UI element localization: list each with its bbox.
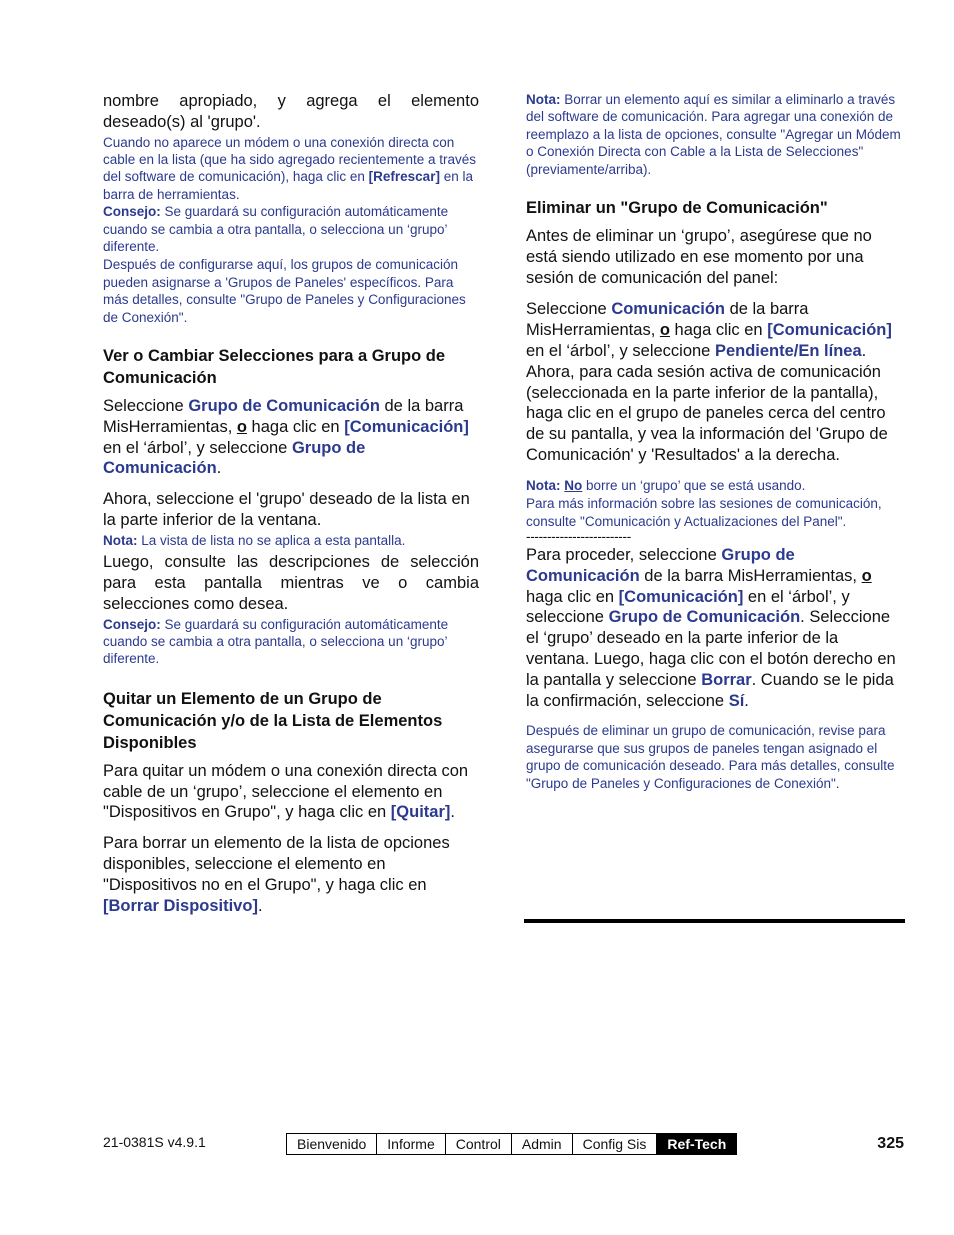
body-paragraph: Antes de eliminar un ‘grupo’, asegúrese que no está siendo utilizado en ese momento por una sesión de comunicación del panel: bbox=[526, 227, 872, 287]
menu-ref: [Comunicación] bbox=[618, 587, 744, 606]
body-paragraph: Luego, consulte las descripciones de selección para esta pantalla mientras ve o cambia selecciones como desea. bbox=[103, 553, 479, 613]
tab-control[interactable]: Control bbox=[445, 1134, 511, 1154]
quitar-link: [Quitar] bbox=[390, 803, 451, 822]
borrar-dispositivo-link: [Borrar Dispositivo] bbox=[103, 896, 258, 915]
menu-ref: [Comunicación] bbox=[344, 417, 469, 436]
body-paragraph: Seleccione Comunicación de la barra MisHerramientas, o haga clic en [Comunicación] en el ‘árbol’, y seleccione Pendiente/En línea. Ahora, para cada sesión activa de comunicación (seleccionada en la parte inferior de la pantalla), haga clic en el grupo de paneles cerca del centro de su pantalla, y vea la información del 'Grupo de Comunicación' y 'Resultados' a la derecha. bbox=[526, 300, 892, 464]
body-paragraph: Para borrar un elemento de la lista de opciones disponibles, seleccione el elemento en "Dispositivos no en el Grupo", y haga clic en [Borrar Dispositivo]. bbox=[103, 834, 450, 915]
note-refresh bbox=[103, 134, 479, 204]
tip-text: Se guardará su configuración automáticamente cuando se cambia a otra pantalla, o selecciona un ‘grupo’ diferente. bbox=[103, 204, 449, 255]
nota-label: Nota: bbox=[103, 532, 138, 548]
nota-text: borre un ‘grupo’ que se está usando. bbox=[582, 477, 806, 493]
menu-ref: Grupo de Comunicación bbox=[608, 608, 801, 627]
note-groups: Después de configurarse aquí, los grupos de comunicación pueden asignarse a 'Grupos de Paneles' específicos. Para más detalles, consulte "Grupo de Paneles y Configuraciones de Conexión". bbox=[103, 257, 466, 325]
menu-ref: Comunicación bbox=[611, 300, 725, 319]
section-heading: Ver o Cambiar Selecciones para a Grupo de Comunicación bbox=[103, 347, 446, 388]
tip-note bbox=[103, 616, 479, 668]
menu-ref: Pendiente/En línea bbox=[714, 342, 862, 361]
tip-note bbox=[103, 203, 479, 255]
section-heading: Eliminar un "Grupo de Comunicación" bbox=[526, 199, 828, 218]
nota-label: Nota: bbox=[526, 477, 561, 493]
section-end-rule bbox=[524, 919, 905, 923]
note-text: en la barra de herramientas. bbox=[103, 169, 473, 202]
nota-label: Nota: bbox=[526, 92, 561, 107]
tab-bienvenido[interactable]: Bienvenido bbox=[297, 1136, 367, 1152]
left-column bbox=[103, 88, 479, 916]
nota-no: No bbox=[564, 477, 583, 493]
tab-ref-tech[interactable]: Ref-Tech bbox=[656, 1134, 736, 1154]
dash-separator: ------------------------- bbox=[526, 529, 631, 545]
si-ref: Sí bbox=[728, 691, 745, 710]
nota-text: Borrar un elemento aquí es similar a eliminarlo a través del software de comunicación. Para agregar una conexión de reemplazo a la lista de opciones, consulte "Agregar un Módem o Conexión Directa con Cable a la Lista de Selecciones" (previamente/arriba). bbox=[526, 92, 901, 177]
tab-config-sis[interactable]: Config Sis bbox=[572, 1134, 657, 1154]
body-paragraph: Para proceder, seleccione Grupo de Comunicación de la barra MisHerramientas, o haga clic en [Comunicación] en el ‘árbol’, y seleccione Grupo de Comunicación. Seleccione el ‘grupo’ deseado en la parte inferior de la ventana. Luego, haga clic con el botón derecho en la pantalla y seleccione Borrar. Cuando se le pida la confirmación, seleccione Sí. bbox=[526, 546, 896, 710]
tab-admin[interactable]: Admin bbox=[511, 1134, 572, 1154]
refresh-link: [Refrescar] bbox=[368, 169, 440, 185]
menu-ref: [Comunicación] bbox=[767, 321, 892, 340]
menu-ref: Grupo de Comunicación bbox=[526, 546, 795, 585]
body-paragraph: nombre apropiado, y agrega el elemento deseado(s) al 'grupo'. bbox=[103, 92, 479, 131]
body-paragraph: Para quitar un módem o una conexión directa con cable de un ‘grupo’, seleccione el elemento en "Dispositivos en Grupo", y haga clic en [Quitar]. bbox=[103, 761, 469, 822]
nota-note bbox=[103, 532, 479, 549]
nota-note bbox=[526, 91, 902, 178]
page-footer bbox=[0, 1132, 954, 1156]
tip-label: Consejo: bbox=[103, 204, 161, 220]
menu-ref: Grupo de Comunicación bbox=[188, 397, 380, 416]
note-sessions: Para más información sobre las sesiones de comunicación, consulte "Comunicación y Actualizaciones del Panel". bbox=[526, 496, 882, 529]
note-text: Cuando no aparece un módem o una conexión directa con cable en la lista (que ha sido agregado recientemente a través del software de comunicación), haga clic en bbox=[103, 134, 476, 185]
footer-nav-tabs bbox=[286, 1133, 737, 1155]
section-heading: Quitar un Elemento de un Grupo de Comunicación y/o de la Lista de Elementos Disponibles bbox=[103, 689, 443, 752]
nota-note bbox=[526, 477, 902, 494]
note-after-delete: Después de eliminar un grupo de comunicación, revise para asegurarse que sus grupos de paneles tengan asignado el grupo de comunicación deseado. Para más detalles, consulte "Grupo de Paneles y Configuraciones de Conexión". bbox=[526, 723, 895, 791]
menu-ref: Grupo de Comunicación bbox=[103, 438, 366, 478]
tip-text: Se guardará su configuración automáticamente cuando se cambia a otra pantalla, o selecciona un ‘grupo’ diferente. bbox=[103, 616, 449, 667]
tab-informe[interactable]: Informe bbox=[376, 1134, 444, 1154]
nota-text: La vista de lista no se aplica a esta pantalla. bbox=[137, 532, 406, 548]
tip-label: Consejo: bbox=[103, 616, 161, 632]
body-paragraph: Seleccione Grupo de Comunicación de la barra MisHerramientas, o haga clic en [Comunicación] en el ‘árbol’, y seleccione Grupo de Comunicación. bbox=[103, 397, 469, 478]
document-number: 21-0381S v4.9.1 bbox=[103, 1134, 206, 1150]
page-number: 325 bbox=[877, 1135, 904, 1152]
body-paragraph: Ahora, seleccione el 'grupo' deseado de la lista en la parte inferior de la ventana. bbox=[103, 490, 470, 530]
borrar-ref: Borrar bbox=[701, 670, 752, 689]
right-column bbox=[526, 88, 902, 792]
